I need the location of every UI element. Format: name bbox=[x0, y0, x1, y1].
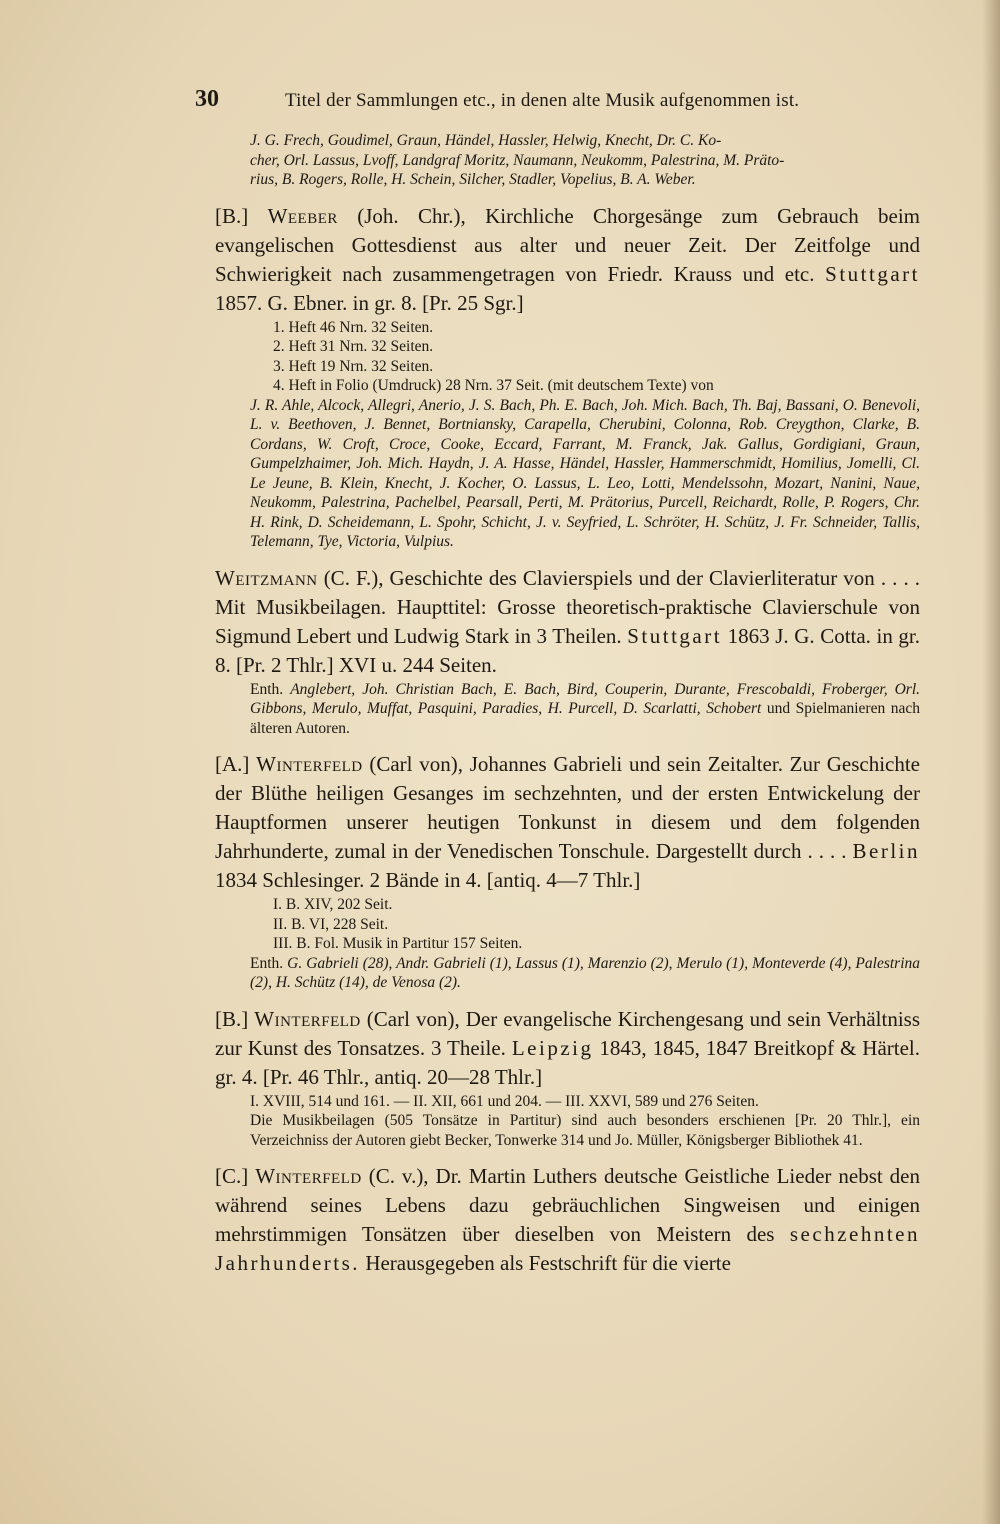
entry-author: Winterfeld bbox=[256, 752, 363, 776]
entry-weeber bbox=[215, 202, 920, 318]
running-title: Titel der Sammlungen etc., in denen alte Musik aufgenommen ist. bbox=[285, 90, 800, 111]
volume-list bbox=[215, 318, 920, 396]
volume-line: 1. Heft 46 Nrn. 32 Seiten. bbox=[273, 318, 434, 336]
entry-author: Winterfeld bbox=[254, 1006, 361, 1031]
entry-place: Stuttgart bbox=[627, 623, 723, 648]
entry-imprint: 1843, 1845, 1847 Breitkopf & Härtel. gr. 4. [Pr. 46 Thlr., antiq. 20—28 Thlr.] bbox=[215, 1035, 921, 1089]
entry-note: Die Musikbeilagen (505 Tonsätze in Partitur) sind auch besonders erschienen [Pr. 20 Thlr.], ein Verzeichniss der Autoren giebt Becker, Tonwerke 314 und Jo. Müller, Königsberger Bibliothek 41. bbox=[250, 1112, 920, 1149]
page-body bbox=[215, 131, 920, 1278]
entry-winterfeld-gabrieli bbox=[215, 750, 920, 895]
contents-prefix: Enth. bbox=[250, 954, 284, 972]
entry-imprint: 1834 Schlesinger. 2 Bände in 4. [antiq. 4—7 Thlr.] bbox=[215, 868, 641, 892]
entry-author: Winterfeld bbox=[255, 1164, 362, 1188]
entry-title-end: Herausgegeben als Festschrift für die vierte bbox=[365, 1251, 731, 1275]
volume-list bbox=[215, 895, 920, 954]
entry-mark: [C.] bbox=[215, 1164, 249, 1188]
entry-title: (Joh. Chr.), Kirchliche Chorgesänge zum Gebrauch beim evangelischen Gottesdienst aus alter und neuer Zeit. Der Zeitfolge und Schwierigkeit nach zusammengetragen von Friedr. Krauss und etc. bbox=[215, 203, 921, 286]
entry-place: Leipzig bbox=[511, 1035, 594, 1060]
entry-place: Stuttgart bbox=[825, 261, 920, 286]
entry-title-spaced: sechzehnten Jahrhunderts. bbox=[215, 1222, 920, 1275]
entry-continuation bbox=[215, 131, 920, 190]
contents-names: G. Gabrieli (28), Andr. Gabrieli (1), Lassus (1), Marenzio (2), Merulo (1), Monteverde (4), Palestrina (2), H. Schütz (14), de Venosa (2). bbox=[250, 954, 921, 991]
entry-title: (Carl von), Johannes Gabrieli und sein Zeitalter. Zur Geschichte der Blüthe heiligen Gesanges im sechzehnten, und der ersten Entwickelung der Hauptformen unserer heutigen Tonkunst in diesem und dem folgenden Jahrhunderte, zumal in der Venedischen Tonschule. Dargestellt durch . . . . bbox=[215, 752, 921, 863]
text-line: J. G. Frech, Goudimel, Graun, Händel, Hassler, Helwig, Knecht, Dr. C. Ko- bbox=[250, 132, 722, 149]
entry-author: Weeber bbox=[267, 203, 338, 228]
volume-line: I. B. XIV, 202 Seit. bbox=[273, 896, 393, 913]
entry-title: (Carl von), Der evangelische Kirchengesang und sein Verhältniss zur Kunst des Tonsatzes. 3 Theile. bbox=[215, 1006, 921, 1060]
entry-imprint: 1857. G. Ebner. in gr. 8. [Pr. 25 Sgr.] bbox=[215, 290, 524, 315]
volume-summary: I. XVIII, 514 und 161. — II. XII, 661 und 204. — III. XXVI, 589 und 276 Seiten. bbox=[250, 1092, 759, 1110]
entry-mark: [B.] bbox=[215, 203, 249, 228]
entry-contents bbox=[215, 680, 920, 739]
entry-contents: J. R. Ahle, Alcock, Allegri, Anerio, J. S. Bach, Ph. E. Bach, Joh. Mich. Bach, Th. Baj, Bassani, O. Benevoli, L. v. Beethoven, J. Bennet, Bortniansky, Carapella, Cherubini, Colonna, Rob. Creygthon, Clarke, B. Cordans, W. Croft, Croce, Cooke, Eccard, Farrant, M. Franck, Jak. Gallus, Gordigiani, Graun, Gumpelzhaimer, Joh. Mich. Haydn, J. A. Hasse, Händel, Hassler, Hammerschmidt, Homilius, Jomelli, Cl. Le Jeune, B. Klein, Knecht, J. Kocher, O. Lassus, L. Leo, Lotti, Mendelssohn, Mozart, Nanini, Naue, Neukomm, Palestrina, Pachelbel, Pearsall, Perti, M. Prätorius, Purcell, Reichardt, Rolle, P. Rogers, Chr. H. Rink, D. Scheidemann, L. Spohr, Schicht, J. v. Seyfried, L. Schröter, H. Schütz, J. Fr. Schneider, Tallis, Telemann, Tye, Victoria, Vulpius. bbox=[250, 396, 920, 550]
contents-prefix: Enth. bbox=[250, 680, 284, 698]
page-header bbox=[195, 86, 845, 116]
entry-mark: [A.] bbox=[215, 752, 250, 776]
page-number: 30 bbox=[195, 86, 219, 112]
entry-imprint: 1863 J. G. Cotta. in gr. 8. [Pr. 2 Thlr.] XVI u. 244 Seiten. bbox=[215, 623, 920, 677]
entry-title: (C. F.), Geschichte des Clavierspiels und der Clavierliteratur von . . . . Mit Musikbeilagen. Haupttitel: Grosse theoretisch-praktische Clavierschule von Sigmund Lebert und Ludwig Stark in 3 Theilen. bbox=[215, 565, 920, 648]
volume-line: 3. Heft 19 Nrn. 32 Seiten. bbox=[273, 357, 434, 375]
text-line: cher, Orl. Lassus, Lvoff, Landgraf Moritz, Naumann, Neukomm, Palestrina, M. Präto- bbox=[250, 151, 785, 169]
entry-contents bbox=[215, 954, 920, 993]
volume-line: 2. Heft 31 Nrn. 32 Seiten. bbox=[273, 338, 434, 355]
contents-names: Anglebert, Joh. Christian Bach, E. Bach, Bird, Couperin, Durante, Frescobaldi, Froberger, Orl. Gibbons, Merulo, Muffat, Pasquini, Paradies, H. Purcell, D. Scarlatti, Schobert bbox=[250, 680, 921, 717]
volume-line: III. B. Fol. Musik in Partitur 157 Seiten. bbox=[273, 935, 523, 952]
volume-line: II. B. VI, 228 Seit. bbox=[273, 915, 389, 933]
entry-title: (C. v.), Dr. Martin Luthers deutsche Geistliche Lieder nebst den während seines Lebens dazu gebräuchlichen Singweisen und einigen mehrstimmigen Tonsätzen über dieselben von Meistern des bbox=[215, 1164, 920, 1246]
volume-line: 4. Heft in Folio (Umdruck) 28 Nrn. 37 Seit. (mit deutschem Texte) von bbox=[273, 377, 714, 394]
entry-author: Weitzmann bbox=[215, 565, 318, 590]
entry-winterfeld-kirchengesang bbox=[215, 1005, 920, 1092]
contents-suffix: und Spielmanieren nach älteren Autoren. bbox=[250, 700, 921, 737]
entry-mark: [B.] bbox=[215, 1006, 249, 1031]
entry-winterfeld-luther bbox=[215, 1162, 920, 1278]
text-line: rius, B. Rogers, Rolle, H. Schein, Silcher, Stadler, Vopelius, B. A. Weber. bbox=[250, 171, 696, 188]
entry-weitzmann bbox=[215, 564, 920, 680]
page-edge-shadow bbox=[982, 0, 1000, 1524]
entry-place: Berlin bbox=[852, 839, 921, 863]
